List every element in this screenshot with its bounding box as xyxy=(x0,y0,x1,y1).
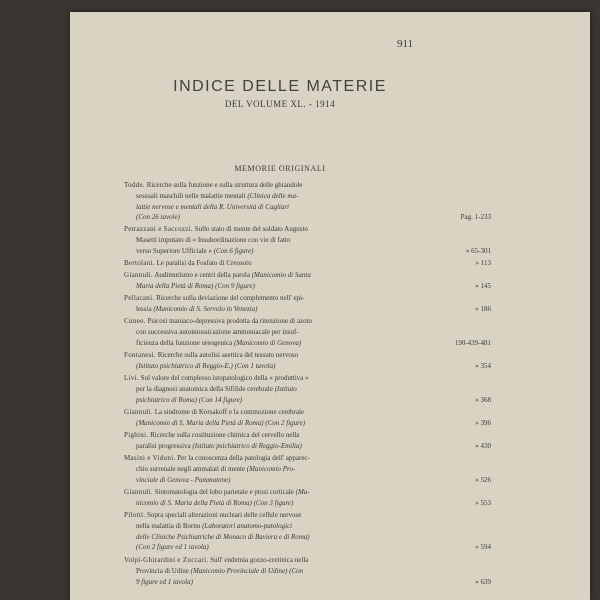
entry-text: chio surrenale negli ammalati di mente xyxy=(136,464,246,473)
entry-text: ficienza della funzione ureogenica xyxy=(136,338,233,347)
index-entry xyxy=(124,453,491,485)
entry-text: Sintomatologia del lobo parietale e ptosi corticale xyxy=(154,488,294,496)
entry-author: Giannuli. xyxy=(124,488,153,496)
entry-figures: (Con 26 tavole) xyxy=(136,213,180,222)
entry-institution: vinciale di Genova - Pammatone) xyxy=(136,475,231,484)
index-entry xyxy=(124,316,491,348)
section-heading: MEMORIE ORIGINALI xyxy=(234,164,326,173)
index-entry xyxy=(124,510,491,553)
volume-subtitle: DEL VOLUME XL. - 1914 xyxy=(224,99,336,109)
index-entry xyxy=(124,293,491,315)
entry-text: Sul valore del complesso istopatologico della « produttiva » xyxy=(140,374,309,382)
entry-page: » 65-301 xyxy=(465,246,491,255)
entry-figures: 9 figure ed 1 tavola) xyxy=(136,577,193,586)
entry-author: Pighini. xyxy=(124,431,149,439)
index-entry xyxy=(124,180,491,223)
entry-text: per la diagnosi anatomica della Sifilide cerebrale xyxy=(136,384,273,393)
entry-text: Ricerche sulla deviazione del complemento nell' epi- xyxy=(156,294,305,302)
entry-institution: (Ma- xyxy=(295,488,310,496)
entry-text: con successiva autointossicazione ammoniacale per insuf- xyxy=(136,327,299,336)
entry-page: » 396 xyxy=(475,418,491,427)
entry-figures: (Con 6 figure) xyxy=(213,246,254,255)
entry-institution: psichiatrico di Roma) (Con 14 figure) xyxy=(136,395,243,404)
entry-text: Per la conoscenza della patologia dell' apparec- xyxy=(177,454,310,462)
entry-page: » 354 xyxy=(475,361,491,370)
entry-page: 190-439-481 xyxy=(454,338,491,347)
page-number: 911 xyxy=(397,38,414,50)
entry-institution: lattie nervose e mentali della R. Università di Cagliari xyxy=(136,202,290,211)
entry-author: Fontanesi. xyxy=(124,351,156,359)
entry-author: Giannuli. xyxy=(124,408,153,416)
entry-page: » 526 xyxy=(475,475,491,484)
entry-page: » 368 xyxy=(475,395,491,404)
entry-author: Pilotti. xyxy=(124,511,146,519)
entry-institution: (Manicomio di S. Maria della Pietà di Roma) (Con 2 figure) xyxy=(136,418,306,427)
entry-text: Le paralisi da Fosfato di Creosoto xyxy=(156,259,252,267)
entry-author: Bertolani. xyxy=(124,259,155,267)
index-entry xyxy=(124,350,491,372)
entry-text: Sopra speciali alterazioni nucleari delle cellule nervose xyxy=(147,511,302,519)
entry-text: nella malattia di Bornu xyxy=(136,521,201,530)
entry-author: Livi. xyxy=(124,374,139,382)
entry-author: Cuneo. xyxy=(124,317,146,325)
entry-text: Sull' endemia gozzo-cretinica nella xyxy=(210,556,309,564)
entry-institution: (Manicomio Provinciale di Udine) (Con xyxy=(190,566,304,575)
entry-institution: delle Cliniche Psichiatriche di Monaco di Baviera e di Roma) xyxy=(136,532,310,541)
entry-author: Petrazzani e Saccozzi. xyxy=(124,225,193,233)
entry-text: paralisi progressiva xyxy=(136,441,191,450)
entry-page: » 594 xyxy=(475,543,491,552)
index-entry xyxy=(124,555,491,587)
entry-text: Masetti imputato di « Insubordinazione con vie di fatto xyxy=(136,235,291,244)
entry-text: Psicosi maniaco-depressiva prodotta da ritenzione di azoto xyxy=(147,317,313,325)
entry-page: » 553 xyxy=(475,498,491,507)
entry-author: Volpi-Ghirardini e Zuccari. xyxy=(124,556,209,564)
index-entry xyxy=(124,430,491,452)
index-entry xyxy=(124,224,491,256)
index-entry xyxy=(124,270,491,292)
entry-author: Todde. xyxy=(124,181,145,189)
entry-page: » 145 xyxy=(475,281,491,290)
entry-page: » 430 xyxy=(475,441,491,450)
entry-institution: (Manicomio di Santa xyxy=(251,271,311,279)
entry-institution: (Manicomio di S. Servolo in Venezia) xyxy=(153,304,258,313)
entry-author: Masini e Vidoni. xyxy=(124,454,176,462)
entry-institution: (Laboratori anatomo-patologici xyxy=(202,521,293,530)
index-entry xyxy=(124,487,491,509)
entry-author: Pellacani. xyxy=(124,294,155,302)
entry-institution: nicomio di S. Maria della Pietà di Roma) (Con 3 figure) xyxy=(136,498,294,507)
entry-text: Audimutismo e centri della parola xyxy=(154,271,250,279)
entry-text: Ricerche sulla costituzione chimica del cervello nella xyxy=(150,431,300,439)
index-entry xyxy=(124,373,491,405)
entry-institution: (Manicomio Pro- xyxy=(246,464,296,473)
entry-text: Provincia di Udine xyxy=(136,566,189,575)
entry-figures: (Con 2 figure ed 1 tavola) xyxy=(136,543,209,552)
entry-text: Ricerche sulla autolisi asettica del tessuto nervoso xyxy=(157,351,299,359)
index-entry xyxy=(124,407,491,429)
entry-text: Ricerche sulla funzione e sulla struttura delle ghiandole xyxy=(146,181,303,189)
entry-institution: (Istituto xyxy=(274,384,297,393)
entry-page: Pag. 1-233 xyxy=(460,213,491,222)
entry-page: » 639 xyxy=(475,577,491,586)
entry-institution: (Manicomio di Genova) xyxy=(233,338,302,347)
document-page xyxy=(70,12,590,600)
entry-institution: (Istituto psichiatrico di Reggio-Emilia) xyxy=(192,441,302,450)
entry-text: lessia xyxy=(136,304,152,313)
entry-author: Giannuli. xyxy=(124,271,153,279)
entry-text: Sullo stato di mente del soldato Augusto xyxy=(194,225,308,233)
entry-text: sessuali maschili nelle malattie mentali xyxy=(136,191,246,200)
index-entry xyxy=(124,258,491,269)
entry-page: » 113 xyxy=(475,259,491,267)
entry-institution: Maria della Pietà di Roma) (Con 9 figure) xyxy=(136,281,255,290)
entry-text: La sindrome di Korsakoff e la commozione cerebrale xyxy=(154,408,305,416)
entry-page: » 186 xyxy=(475,304,491,313)
entry-institution: (Clinica delle ma- xyxy=(247,191,299,200)
entry-institution: (Istituto psichiatrico di Reggio-E.) (Con 1 tavola) xyxy=(136,361,276,370)
index-title: INDICE DELLE MATERIE xyxy=(173,78,387,95)
entry-text: verso Superiore Ufficiale » xyxy=(136,246,212,255)
